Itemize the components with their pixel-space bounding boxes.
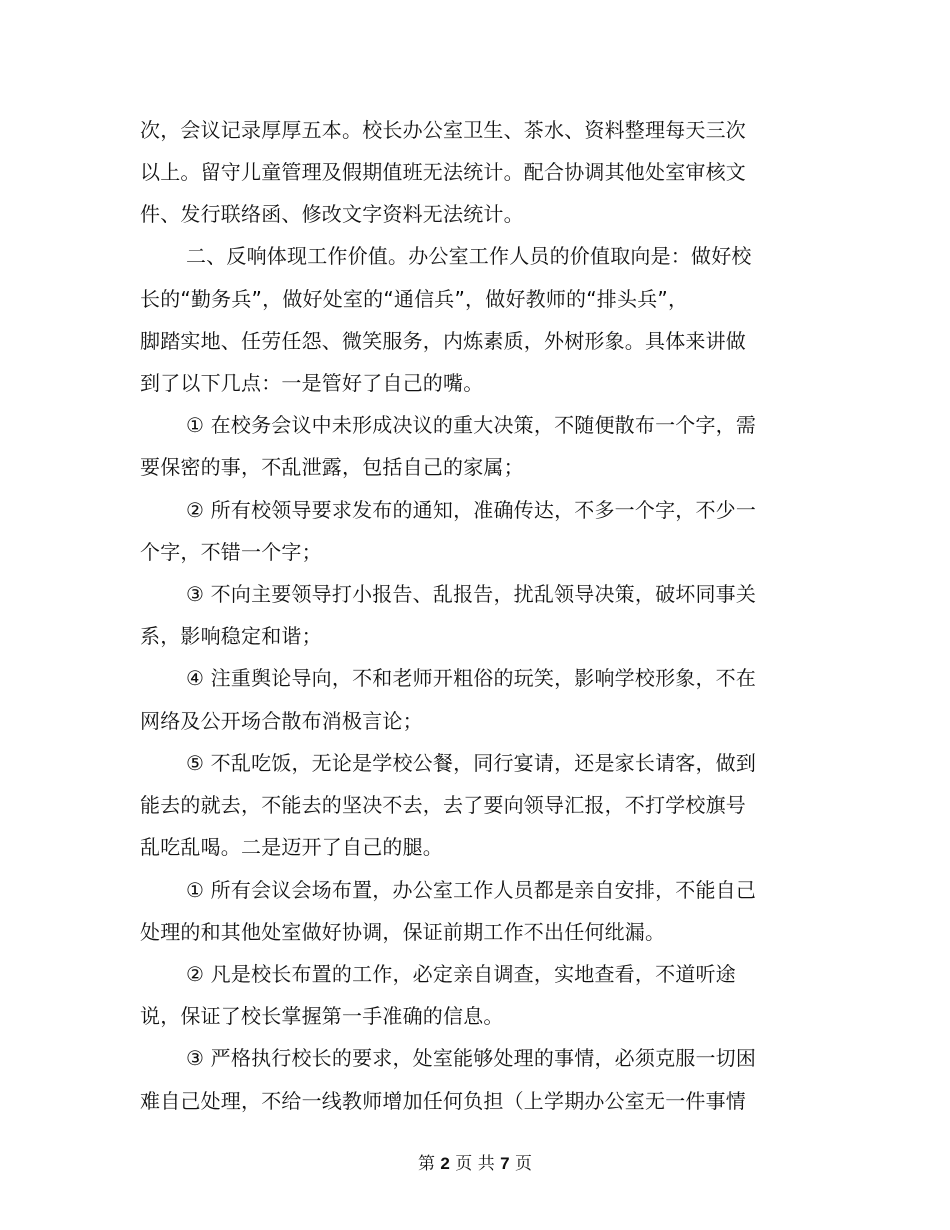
list-item-first-line: ③ 严格执行校长的要求，处室能够处理的事情，必须克服一切困	[186, 1046, 757, 1070]
text-line: 脚踏实地、任劳任怨、微笑服务，内炼素质，外树形象。具体来讲做	[140, 329, 746, 353]
footer-middle: 页 共	[455, 1154, 495, 1174]
text-line: 长的“勤务兵”，做好处室的“通信兵”，做好教师的“排头兵”，	[140, 287, 689, 311]
list-item-first-line: ① 在校务会议中未形成决议的重大决策，不随便散布一个字，需	[186, 413, 757, 437]
text-line: 能去的就去，不能去的坚决不去，去了要向领导汇报，不打学校旗号	[140, 793, 746, 817]
list-item-first-line: ① 所有会议会场布置，办公室工作人员都是亲自安排，不能自己	[186, 878, 757, 902]
list-item-first-line: ② 所有校领导要求发布的通知，准确传达，不多一个字，不少一	[186, 498, 757, 522]
footer-prefix: 第	[418, 1154, 436, 1174]
text-line: 说，保证了校长掌握第一手准确的信息。	[140, 1004, 504, 1028]
text-line: 乱吃乱喝。二是迈开了自己的腿。	[140, 835, 443, 859]
text-line: 难自己处理，不给一线教师增加任何负担（上学期办公室无一件事情	[140, 1089, 746, 1113]
list-item-first-line: ② 凡是校长布置的工作，必定亲自调查，实地查看，不道听途	[186, 962, 736, 986]
text-line: 处理的和其他处室做好协调，保证前期工作不出任何纰漏。	[140, 920, 666, 944]
list-item-first-line: ④ 注重舆论导向，不和老师开粗俗的玩笑，影响学校形象，不在	[186, 666, 757, 690]
text-line: 件、发行联络函、修改文字资料无法统计。	[140, 202, 524, 226]
total-pages-number: 7	[500, 1154, 510, 1173]
list-item-first-line: ③ 不向主要领导打小报告、乱报告，扰乱领导决策，破坏同事关	[186, 582, 757, 606]
text-line: 要保密的事，不乱泄露，包括自己的家属；	[140, 455, 524, 479]
list-item-first-line: ⑤ 不乱吃饭，无论是学校公餐，同行宴请，还是家长请客，做到	[186, 751, 757, 775]
paragraph-first-line: 二、反响体现工作价值。办公室工作人员的价值取向是：做好校	[186, 244, 752, 268]
page-footer	[0, 1153, 950, 1175]
text-line: 以上。留守儿童管理及假期值班无法统计。配合协调其他处室审核文	[140, 160, 746, 184]
text-line: 系，影响稳定和谐；	[140, 624, 322, 648]
current-page-number: 2	[440, 1154, 450, 1173]
footer-suffix: 页	[514, 1154, 532, 1174]
text-line: 到了以下几点：一是管好了自己的嘴。	[140, 371, 484, 395]
text-line: 个字，不错一个字；	[140, 540, 322, 564]
text-line: 网络及公开场合散布消极言论；	[140, 709, 423, 733]
text-line: 次，会议记录厚厚五本。校长办公室卫生、茶水、资料整理每天三次	[140, 118, 746, 142]
